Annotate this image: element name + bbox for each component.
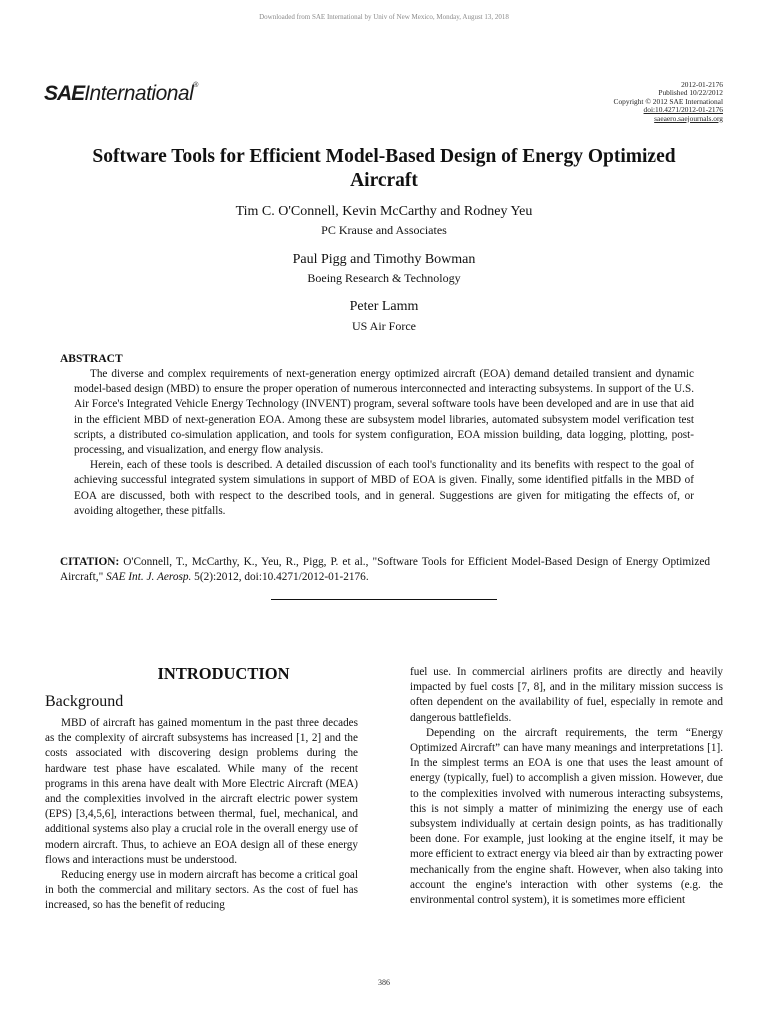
body-paragraph-2: Reducing energy use in modern aircraft has become a critical goal in both the commercial and military sectors. As the cost of fuel has increased, so has the benefit of reducing [45, 869, 358, 912]
body-paragraph-4: Depending on the aircraft requirements, the term “Energy Optimized Aircraft” can have many meanings and interpretations [1]. In the simplest terms an EOA is one that uses the least amount of energy (typically, fuel) to accomplish a given mission. However, due to the complexities involved with numerous interacting subsystems, this is not simply a matter of minimizing the energy use of each subsystem individually at certain design points, as has traditionally been done. For example, just looking at the engine itself, it may be more efficient to extract energy via bleed air than by extracting power mechanically from the engine shaft. However, when also taking into account the engine's interaction with other systems (e.g. the environmental control system), it is sometimes more efficient [410, 726, 724, 907]
sae-international-logo [44, 82, 198, 106]
publication-meta [614, 81, 723, 123]
left-column [45, 716, 358, 914]
author-names-2: Paul Pigg and Timothy Bowman [292, 252, 476, 267]
introduction-heading: INTRODUCTION [157, 664, 290, 683]
author-names-1: Tim C. O'Connell, Kevin McCarthy and Rodney Yeu [235, 204, 533, 219]
published-date: Published 10/22/2012 [658, 88, 723, 98]
affiliation-3: US Air Force [352, 319, 416, 333]
author-names-3: Peter Lamm [349, 299, 419, 314]
citation [60, 555, 710, 585]
logo-registered-mark: ® [193, 82, 198, 89]
copyright: Copyright © 2012 SAE International [613, 96, 723, 106]
logo-international-text: International [84, 82, 194, 105]
citation-text: O'Connell, T., McCarthy, K., Yeu, R., Pigg, P. et al., "Software Tools for Efficient Model-Based Design of Energy Optimized Aircraft," [60, 556, 710, 583]
section-divider [271, 599, 497, 600]
doi-link[interactable]: doi:10.4271/2012-01-2176 [643, 105, 723, 115]
download-note: Downloaded from SAE International by Univ of New Mexico, Monday, August 13, 2018 [259, 13, 509, 21]
citation-label: CITATION: [60, 556, 120, 568]
affiliation-1: PC Krause and Associates [321, 223, 447, 237]
abstract-paragraph-2: Herein, each of these tools is described. A detailed discussion of each tool's functionality and its benefits with respect to the goal of achieving successful integrated system simulations in support of MBD of EOA is given. Finally, some identified pitfalls in the MBD of EOA are discussed, both with respect to the described tools, and in general. Suggestions are given for mitigating the effects of, or avoiding altogether, these pitfalls. [74, 459, 694, 517]
paper-id: 2012-01-2176 [681, 80, 723, 89]
page-number: 386 [378, 978, 390, 987]
background-subheading: Background [45, 693, 124, 710]
body-paragraph-1: MBD of aircraft has gained momentum in the past three decades as the complexity of aircraft subsystems has increased [1, 2] and the costs associated with discovering design problems during the hardware test phase have escalated. While many of the recent programs in this arena have dealt with More Electric Aircraft (MEA) and the complexities involved in the aircraft electric power system (EPS) [3,4,5,6], interactions between thermal, fuel, mechanical, and additional systems also play a crucial role in the overall energy use of modern aircraft. Thus, to achieve an EOA design all of these energy flows and interactions must be understood. [45, 717, 358, 866]
citation-text-end: 5(2):2012, doi:10.4271/2012-01-2176. [191, 571, 369, 583]
right-column [410, 665, 723, 908]
paper-title: Software Tools for Efficient Model-Based Design of Energy Optimized Aircraft [92, 146, 676, 191]
abstract-body [74, 367, 694, 519]
logo-sae-text: SAE [44, 82, 85, 105]
abstract-paragraph-1: The diverse and complex requirements of next-generation energy optimized aircraft (EOA) demand detailed transient and dynamic model-based design (MBD) to ensure the proper operation of numerous interconnected and interacting subsystems. In support of the U.S. Air Force's Integrated Vehicle Energy Technology (INVENT) program, several software tools have been developed and are in use that aid in the efficient MBD of next-generation EOA. Among these are subsystem model libraries, automated subsystem model verification test scripts, a distributed co-simulation application, and tools for system configuration, EOA mission building, data logging, plotting, post-processing, and visualization, and energy flow analysis. [74, 368, 694, 457]
abstract-heading: ABSTRACT [60, 353, 123, 365]
journal-site-link[interactable]: saeaero.saejournals.org [654, 113, 723, 123]
citation-journal: SAE Int. J. Aerosp. [106, 571, 192, 583]
body-paragraph-3: fuel use. In commercial airliners profits are directly and heavily impacted by fuel costs [7, 8], and in the military mission success is often dependent on the availability of fuel, especially in remote and dangerous battlefields. [410, 666, 723, 724]
affiliation-2: Boeing Research & Technology [307, 271, 461, 285]
